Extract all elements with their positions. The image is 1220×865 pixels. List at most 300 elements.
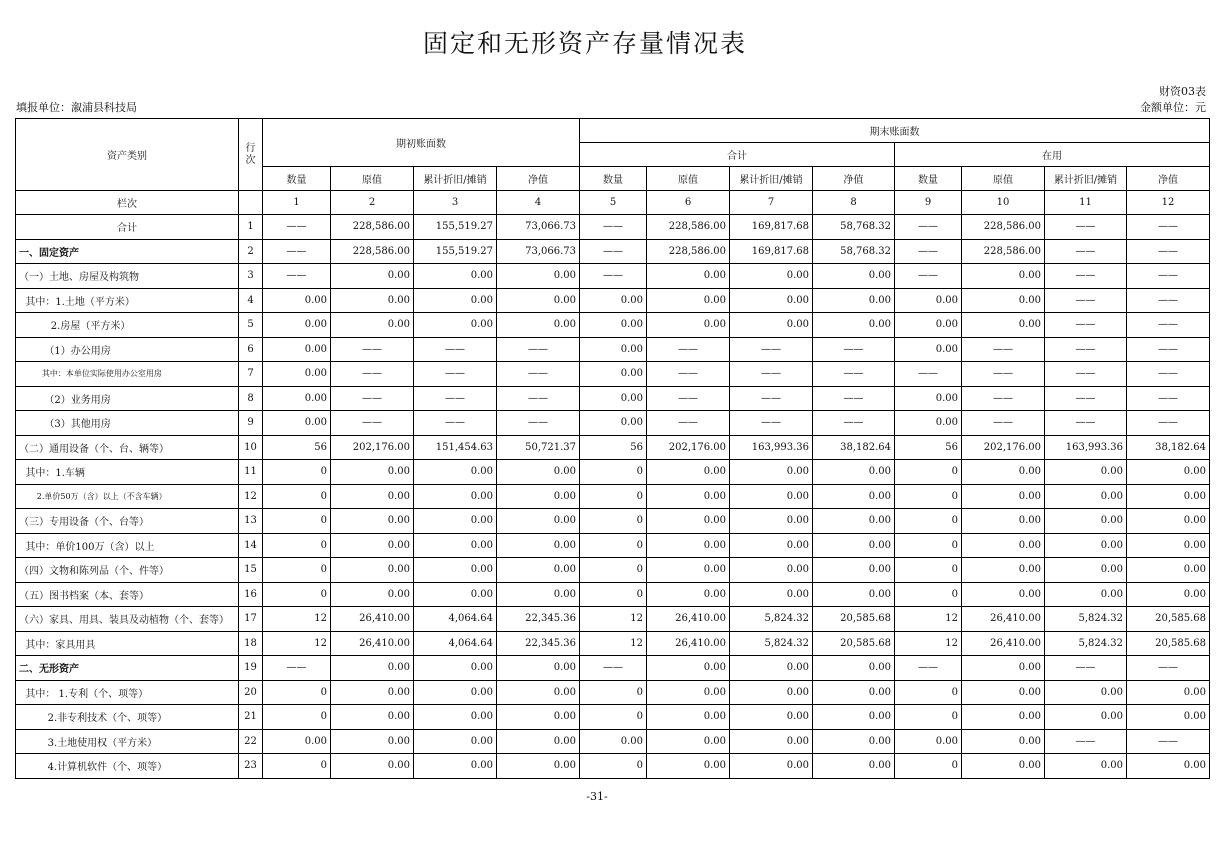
column-index: 7 — [730, 191, 813, 215]
cell-value: 163,993.36 — [730, 435, 813, 460]
cell-value: 0.00 — [331, 288, 414, 313]
cell-value: —— — [580, 215, 647, 240]
cell-value: 20,585.68 — [1127, 631, 1210, 656]
table-row — [16, 386, 1210, 411]
table-row — [16, 533, 1210, 558]
row-line-number: 20 — [239, 680, 263, 705]
cell-value: 0.00 — [647, 264, 730, 289]
column-index: 12 — [1127, 191, 1210, 215]
cell-value: 0 — [580, 533, 647, 558]
cell-value: —— — [730, 411, 813, 436]
column-index: 4 — [497, 191, 580, 215]
cell-value: 0.00 — [730, 313, 813, 338]
cell-value: 12 — [263, 607, 331, 632]
cell-value: 0.00 — [1045, 754, 1127, 779]
header-opening: 期初账面数 — [263, 119, 580, 167]
cell-value: 0.00 — [647, 533, 730, 558]
cell-value: —— — [962, 362, 1045, 387]
cell-value: 0.00 — [580, 362, 647, 387]
column-index: 11 — [1045, 191, 1127, 215]
row-label: 其中：单价100万（含）以上 — [16, 533, 239, 558]
cell-value: 0.00 — [730, 680, 813, 705]
row-line-number: 2 — [239, 239, 263, 264]
cell-value: 26,410.00 — [647, 631, 730, 656]
cell-value: —— — [580, 264, 647, 289]
cell-value: 228,586.00 — [647, 239, 730, 264]
row-line-number: 5 — [239, 313, 263, 338]
row-line-number: 4 — [239, 288, 263, 313]
cell-value: 12 — [895, 607, 962, 632]
cell-value: 0.00 — [813, 313, 895, 338]
header-total: 合计 — [580, 143, 895, 167]
cell-value: —— — [647, 386, 730, 411]
table-row — [16, 313, 1210, 338]
cell-value: 0.00 — [1045, 705, 1127, 730]
cell-value: 0 — [580, 460, 647, 485]
cell-value: 0.00 — [580, 337, 647, 362]
table-row — [16, 582, 1210, 607]
cell-value: —— — [331, 411, 414, 436]
cell-value: 0.00 — [647, 705, 730, 730]
cell-value: 0.00 — [895, 313, 962, 338]
cell-value: 0 — [580, 754, 647, 779]
cell-value: 0.00 — [414, 313, 497, 338]
cell-value: 4,064.64 — [414, 631, 497, 656]
cell-value: 0.00 — [331, 705, 414, 730]
cell-value: —— — [1045, 239, 1127, 264]
cell-value: —— — [1127, 386, 1210, 411]
cell-value: 163,993.36 — [1045, 435, 1127, 460]
cell-value: 22,345.36 — [497, 631, 580, 656]
cell-value: 12 — [580, 631, 647, 656]
cell-value: 0 — [895, 484, 962, 509]
row-line-number: 9 — [239, 411, 263, 436]
cell-value: 0.00 — [813, 729, 895, 754]
cell-value: 26,410.00 — [331, 631, 414, 656]
row-label: 其中：家具用具 — [16, 631, 239, 656]
cell-value: —— — [497, 362, 580, 387]
cell-value: 12 — [580, 607, 647, 632]
column-index: 9 — [895, 191, 962, 215]
cell-value: 0.00 — [962, 460, 1045, 485]
cell-value: 5,824.32 — [730, 631, 813, 656]
cell-value: 0 — [263, 680, 331, 705]
cell-value: 0.00 — [730, 460, 813, 485]
cell-value: 0 — [895, 680, 962, 705]
row-label: （二）通用设备（个、台、辆等） — [16, 435, 239, 460]
cell-value: 0.00 — [263, 729, 331, 754]
cell-value: 0.00 — [497, 558, 580, 583]
row-line-number: 8 — [239, 386, 263, 411]
row-line-number: 21 — [239, 705, 263, 730]
cell-value: —— — [1127, 239, 1210, 264]
cell-value: —— — [414, 362, 497, 387]
row-line-number: 23 — [239, 754, 263, 779]
table-row — [16, 631, 1210, 656]
header-net: 净值 — [497, 167, 580, 191]
header-dep: 累计折旧/摊销 — [730, 167, 813, 191]
cell-value: 0.00 — [647, 754, 730, 779]
cell-value: —— — [1045, 411, 1127, 436]
cell-value: 0.00 — [647, 680, 730, 705]
table-row — [16, 607, 1210, 632]
cell-value: —— — [263, 264, 331, 289]
cell-value: 155,519.27 — [414, 239, 497, 264]
cell-value: 0.00 — [813, 533, 895, 558]
cell-value: 0.00 — [497, 264, 580, 289]
table-body — [16, 215, 1210, 779]
cell-value: 0.00 — [813, 460, 895, 485]
cell-value: 0.00 — [331, 558, 414, 583]
cell-value: 0.00 — [962, 533, 1045, 558]
cell-value: —— — [1045, 337, 1127, 362]
cell-value: 73,066.73 — [497, 215, 580, 240]
cell-value: 0.00 — [331, 582, 414, 607]
cell-value: 0.00 — [414, 754, 497, 779]
row-line-number: 3 — [239, 264, 263, 289]
cell-value: 0.00 — [497, 509, 580, 534]
cell-value: 0.00 — [730, 729, 813, 754]
cell-value: 5,824.32 — [730, 607, 813, 632]
cell-value: 0 — [580, 705, 647, 730]
cell-value: —— — [730, 337, 813, 362]
table-row — [16, 362, 1210, 387]
cell-value: 0.00 — [263, 386, 331, 411]
row-label: （三）专用设备（个、台等） — [16, 509, 239, 534]
cell-value: —— — [1127, 729, 1210, 754]
cell-value: 228,586.00 — [962, 215, 1045, 240]
cell-value: 0.00 — [895, 411, 962, 436]
cell-value: —— — [1127, 362, 1210, 387]
table-row — [16, 215, 1210, 240]
cell-value: —— — [895, 215, 962, 240]
cell-value: 0.00 — [414, 533, 497, 558]
cell-value: 0.00 — [647, 729, 730, 754]
cell-value: 0 — [580, 680, 647, 705]
column-index: 6 — [647, 191, 730, 215]
page-title: 固定和无形资产存量情况表 — [422, 29, 747, 58]
header-qty: 数量 — [895, 167, 962, 191]
cell-value: 0.00 — [414, 656, 497, 681]
cell-value: 0.00 — [962, 729, 1045, 754]
row-label: 其中：1.土地（平方米） — [16, 288, 239, 313]
reporting-unit: 填报单位：溆浦县科技局 — [16, 101, 137, 114]
cell-value: —— — [331, 362, 414, 387]
row-label: （五）图书档案（本、套等） — [16, 582, 239, 607]
cell-value: 0.00 — [1045, 509, 1127, 534]
cell-value: 0.00 — [497, 582, 580, 607]
cell-value: —— — [1127, 411, 1210, 436]
column-index-blank — [239, 191, 263, 215]
cell-value: 0.00 — [414, 558, 497, 583]
cell-value: 0.00 — [580, 313, 647, 338]
cell-value: —— — [1127, 264, 1210, 289]
cell-value: 0.00 — [962, 656, 1045, 681]
table-row — [16, 239, 1210, 264]
cell-value: 0.00 — [962, 680, 1045, 705]
cell-value: —— — [414, 337, 497, 362]
row-line-number: 16 — [239, 582, 263, 607]
cell-value: 0.00 — [497, 729, 580, 754]
row-label: 其中： 1.专利（个、项等） — [16, 680, 239, 705]
row-label: 4.计算机软件（个、项等） — [16, 754, 239, 779]
cell-value: 0.00 — [813, 509, 895, 534]
cell-value: 0.00 — [331, 729, 414, 754]
cell-value: 228,586.00 — [331, 239, 414, 264]
cell-value: 0.00 — [263, 313, 331, 338]
cell-value: —— — [895, 264, 962, 289]
cell-value: 202,176.00 — [962, 435, 1045, 460]
cell-value: 0 — [895, 754, 962, 779]
cell-value: 0.00 — [1045, 582, 1127, 607]
cell-value: 56 — [263, 435, 331, 460]
cell-value: 0.00 — [813, 754, 895, 779]
cell-value: 0.00 — [647, 484, 730, 509]
header-net: 净值 — [1127, 167, 1210, 191]
cell-value: 0.00 — [647, 288, 730, 313]
row-line-number: 10 — [239, 435, 263, 460]
cell-value: 0.00 — [730, 533, 813, 558]
cell-value: 0.00 — [813, 582, 895, 607]
cell-value: —— — [1045, 386, 1127, 411]
asset-table — [15, 118, 1210, 779]
cell-value: 0 — [580, 484, 647, 509]
cell-value: 0 — [263, 558, 331, 583]
cell-value: 0.00 — [813, 656, 895, 681]
row-line-number: 19 — [239, 656, 263, 681]
cell-value: 0.00 — [730, 288, 813, 313]
cell-value: 0 — [895, 533, 962, 558]
cell-value: 58,768.32 — [813, 215, 895, 240]
row-label: 2.单价50万（含）以上（不含车辆） — [16, 484, 239, 509]
cell-value: 228,586.00 — [962, 239, 1045, 264]
cell-value: 0.00 — [647, 582, 730, 607]
cell-value: 12 — [263, 631, 331, 656]
column-index: 5 — [580, 191, 647, 215]
row-label: 二、无形资产 — [16, 656, 239, 681]
table-row — [16, 337, 1210, 362]
row-label: 2.房屋（平方米） — [16, 313, 239, 338]
cell-value: 0.00 — [813, 484, 895, 509]
cell-value: 0.00 — [331, 680, 414, 705]
cell-value: 20,585.68 — [1127, 607, 1210, 632]
cell-value: 38,182.64 — [1127, 435, 1210, 460]
row-label: （四）文物和陈列品（个、件等） — [16, 558, 239, 583]
cell-value: 0.00 — [414, 582, 497, 607]
cell-value: 0.00 — [331, 754, 414, 779]
cell-value: 202,176.00 — [647, 435, 730, 460]
cell-value: 169,817.68 — [730, 239, 813, 264]
cell-value: —— — [813, 386, 895, 411]
cell-value: 0.00 — [1127, 582, 1210, 607]
cell-value: 0.00 — [647, 558, 730, 583]
table-row — [16, 754, 1210, 779]
cell-value: 0.00 — [1127, 509, 1210, 534]
cell-value: 0.00 — [414, 509, 497, 534]
cell-value: 5,824.32 — [1045, 631, 1127, 656]
cell-value: 0.00 — [414, 484, 497, 509]
cell-value: 20,585.68 — [813, 607, 895, 632]
cell-value: 0.00 — [962, 582, 1045, 607]
cell-value: 0.00 — [263, 362, 331, 387]
cell-value: 0 — [895, 558, 962, 583]
cell-value: 0.00 — [414, 264, 497, 289]
cell-value: 0.00 — [895, 729, 962, 754]
cell-value: —— — [962, 337, 1045, 362]
cell-value: 4,064.64 — [414, 607, 497, 632]
cell-value: —— — [813, 362, 895, 387]
cell-value: —— — [962, 386, 1045, 411]
table-row — [16, 558, 1210, 583]
cell-value: 0.00 — [497, 313, 580, 338]
cell-value: 151,454.63 — [414, 435, 497, 460]
cell-value: 0.00 — [730, 705, 813, 730]
cell-value: —— — [1045, 362, 1127, 387]
cell-value: 155,519.27 — [414, 215, 497, 240]
cell-value: 0.00 — [962, 754, 1045, 779]
cell-value: 169,817.68 — [730, 215, 813, 240]
cell-value: —— — [895, 362, 962, 387]
cell-value: 0.00 — [497, 288, 580, 313]
row-label: 其中：1.车辆 — [16, 460, 239, 485]
cell-value: 0.00 — [414, 460, 497, 485]
table-row — [16, 484, 1210, 509]
header-net: 净值 — [813, 167, 895, 191]
header-category: 资产类别 — [16, 119, 239, 191]
cell-value: 0.00 — [331, 656, 414, 681]
cell-value: 0.00 — [1045, 680, 1127, 705]
cell-value: 22,345.36 — [497, 607, 580, 632]
cell-value: 0.00 — [1127, 754, 1210, 779]
cell-value: 0.00 — [1127, 460, 1210, 485]
money-unit: 金额单位：元 — [1140, 101, 1206, 114]
header-qty: 数量 — [580, 167, 647, 191]
row-line-number: 6 — [239, 337, 263, 362]
row-label: 2.非专利技术（个、项等） — [16, 705, 239, 730]
cell-value: 0 — [263, 533, 331, 558]
cell-value: —— — [1127, 656, 1210, 681]
cell-value: 0.00 — [497, 533, 580, 558]
row-line-number: 12 — [239, 484, 263, 509]
cell-value: 58,768.32 — [813, 239, 895, 264]
cell-value: —— — [1045, 656, 1127, 681]
cell-value: —— — [497, 411, 580, 436]
cell-value: 0.00 — [962, 264, 1045, 289]
cell-value: 0.00 — [730, 509, 813, 534]
table-row — [16, 729, 1210, 754]
cell-value: 202,176.00 — [331, 435, 414, 460]
cell-value: 20,585.68 — [813, 631, 895, 656]
cell-value: 0.00 — [730, 754, 813, 779]
cell-value: 0 — [263, 509, 331, 534]
cell-value: 26,410.00 — [331, 607, 414, 632]
cell-value: 26,410.00 — [962, 631, 1045, 656]
column-index: 2 — [331, 191, 414, 215]
cell-value: 56 — [580, 435, 647, 460]
header-in-use: 在用 — [895, 143, 1210, 167]
cell-value: —— — [263, 239, 331, 264]
cell-value: 0.00 — [497, 460, 580, 485]
header-orig: 原值 — [647, 167, 730, 191]
cell-value: 0.00 — [414, 680, 497, 705]
table-row — [16, 705, 1210, 730]
cell-value: 12 — [895, 631, 962, 656]
cell-value: 0 — [895, 509, 962, 534]
cell-value: 0.00 — [647, 656, 730, 681]
cell-value: 26,410.00 — [647, 607, 730, 632]
cell-value: —— — [580, 239, 647, 264]
table-row — [16, 509, 1210, 534]
cell-value: —— — [895, 239, 962, 264]
row-label: （一）土地、房屋及构筑物 — [16, 264, 239, 289]
column-index: 10 — [962, 191, 1045, 215]
cell-value: 0 — [895, 460, 962, 485]
cell-value: —— — [1127, 288, 1210, 313]
cell-value: 0 — [895, 582, 962, 607]
cell-value: 0.00 — [962, 484, 1045, 509]
cell-value: 26,410.00 — [962, 607, 1045, 632]
cell-value: 0.00 — [962, 288, 1045, 313]
cell-value: 0.00 — [647, 509, 730, 534]
header-qty: 数量 — [263, 167, 331, 191]
cell-value: 0 — [580, 582, 647, 607]
table-row — [16, 288, 1210, 313]
cell-value: 0.00 — [1045, 533, 1127, 558]
cell-value: 0.00 — [962, 509, 1045, 534]
cell-value: 0.00 — [647, 313, 730, 338]
cell-value: 0.00 — [331, 313, 414, 338]
row-label: （3）其他用房 — [16, 411, 239, 436]
row-label: （1）办公用房 — [16, 337, 239, 362]
cell-value: 0 — [263, 582, 331, 607]
cell-value: —— — [647, 411, 730, 436]
header-orig: 原值 — [962, 167, 1045, 191]
row-label: 合计 — [16, 215, 239, 240]
cell-value: 0.00 — [331, 264, 414, 289]
cell-value: —— — [813, 337, 895, 362]
cell-value: —— — [414, 386, 497, 411]
row-line-number: 17 — [239, 607, 263, 632]
cell-value: 0.00 — [730, 558, 813, 583]
cell-value: 0.00 — [497, 680, 580, 705]
cell-value: —— — [497, 386, 580, 411]
table-row — [16, 435, 1210, 460]
cell-value: 0.00 — [497, 705, 580, 730]
cell-value: —— — [1045, 288, 1127, 313]
row-label: 3.土地使用权（平方米） — [16, 729, 239, 754]
cell-value: 0.00 — [813, 288, 895, 313]
column-index: 3 — [414, 191, 497, 215]
cell-value: 0.00 — [1045, 460, 1127, 485]
cell-value: 0.00 — [263, 411, 331, 436]
cell-value: 0.00 — [730, 656, 813, 681]
cell-value: 0.00 — [580, 386, 647, 411]
cell-value: 0.00 — [895, 337, 962, 362]
row-line-number: 18 — [239, 631, 263, 656]
cell-value: 0 — [580, 509, 647, 534]
cell-value: —— — [263, 215, 331, 240]
cell-value: 228,586.00 — [647, 215, 730, 240]
cell-value: 0.00 — [331, 460, 414, 485]
header-dep: 累计折旧/摊销 — [414, 167, 497, 191]
cell-value: 0.00 — [331, 484, 414, 509]
cell-value: 0.00 — [580, 411, 647, 436]
cell-value: 56 — [895, 435, 962, 460]
cell-value: —— — [1127, 337, 1210, 362]
table-row — [16, 264, 1210, 289]
cell-value: 5,824.32 — [1045, 607, 1127, 632]
cell-value: 0.00 — [497, 754, 580, 779]
